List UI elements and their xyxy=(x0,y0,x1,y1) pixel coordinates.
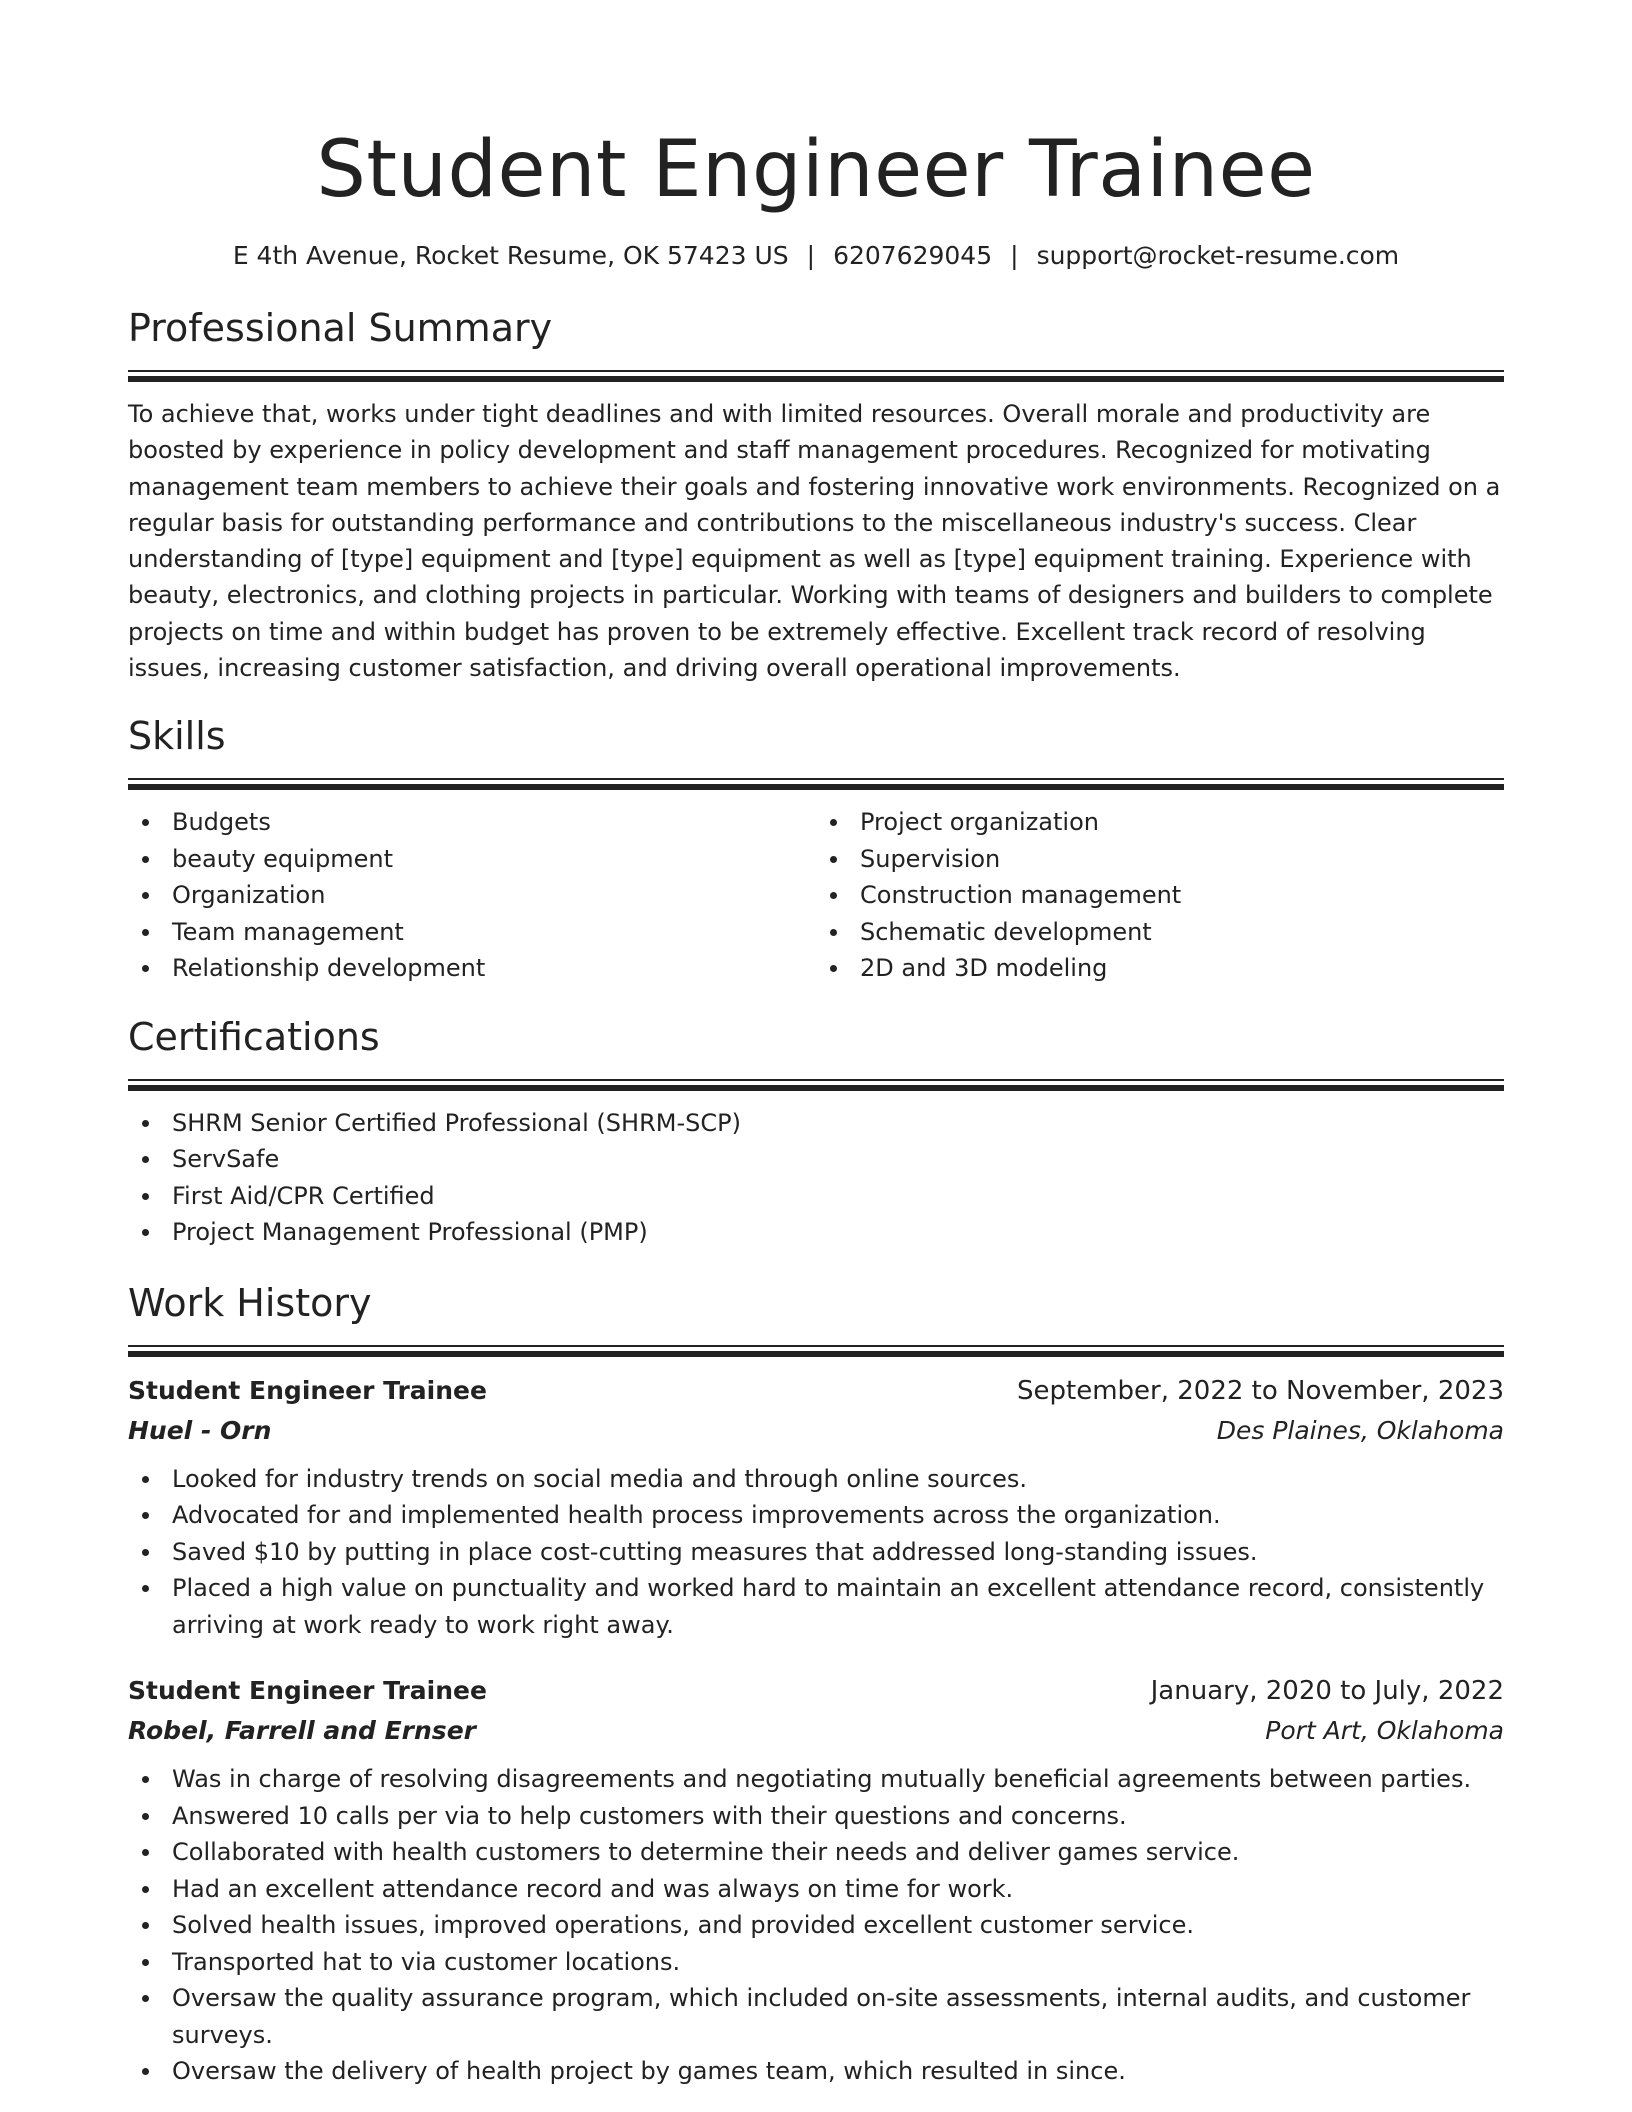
job-dates: September, 2022 to November, 2023 xyxy=(1017,1375,1504,1406)
skill-item: Budgets xyxy=(172,804,816,841)
job-header xyxy=(128,1371,1504,1411)
job-title: Student Engineer Trainee xyxy=(128,1676,487,1706)
section-divider xyxy=(128,370,1504,382)
skill-item: 2D and 3D modeling xyxy=(860,950,1504,987)
job-bullet: Had an excellent attendance record and was always on time for work. xyxy=(172,1871,1504,1908)
skill-item: Relationship development xyxy=(172,950,816,987)
job-bullet: Saved $10 by putting in place cost-cutting measures that addressed long-standing issues. xyxy=(172,1534,1504,1571)
section-title-work-history: Work History xyxy=(128,1280,372,1325)
job-bullet: Collaborated with health customers to determine their needs and deliver games service. xyxy=(172,1834,1504,1871)
job-subheader xyxy=(128,1411,1504,1451)
skill-item: Project organization xyxy=(860,804,1504,841)
contact-separator: | xyxy=(1010,241,1019,270)
job-location: Des Plaines, Oklahoma xyxy=(1216,1415,1504,1445)
section-title-skills: Skills xyxy=(128,714,226,759)
section-divider xyxy=(128,1079,1504,1091)
certifications-list xyxy=(128,1105,1504,1251)
skill-item: beauty equipment xyxy=(172,841,816,878)
job-company: Huel - Orn xyxy=(128,1415,272,1445)
job-title: Student Engineer Trainee xyxy=(128,1375,487,1405)
address: E 4th Avenue, Rocket Resume, OK 57423 US xyxy=(232,241,789,270)
skills-grid xyxy=(128,804,1504,987)
job-bullet: Answered 10 calls per via to help customers with their questions and concerns. xyxy=(172,1798,1504,1835)
skill-item: Organization xyxy=(172,877,816,914)
job-bullets xyxy=(128,1761,1504,2090)
skill-item: Team management xyxy=(172,914,816,951)
skills-column-left xyxy=(128,804,816,987)
resume-page xyxy=(128,0,1504,2090)
section-divider xyxy=(128,778,1504,790)
phone: 6207629045 xyxy=(833,241,993,270)
job-bullet: Transported hat to via customer locations. xyxy=(172,1944,1504,1981)
job-entry xyxy=(128,1371,1504,1644)
job-dates: January, 2020 to July, 2022 xyxy=(1150,1676,1504,1707)
job-bullet: Looked for industry trends on social media and through online sources. xyxy=(172,1461,1504,1498)
certification-item: SHRM Senior Certified Professional (SHRM-SCP) xyxy=(172,1105,1504,1142)
section-title-certifications: Certifications xyxy=(128,1014,380,1059)
candidate-name: Student Engineer Trainee xyxy=(316,125,1316,215)
job-bullet: Advocated for and implemented health process improvements across the organization. xyxy=(172,1497,1504,1534)
email: support@rocket-resume.com xyxy=(1036,241,1400,270)
job-bullet: Was in charge of resolving disagreements and negotiating mutually beneficial agreements between parties. xyxy=(172,1761,1504,1798)
contact-line xyxy=(128,238,1504,274)
certification-item: First Aid/CPR Certified xyxy=(172,1178,1504,1215)
job-subheader xyxy=(128,1711,1504,1751)
job-company: Robel, Farrell and Ernser xyxy=(128,1716,476,1746)
contact-separator: | xyxy=(806,241,816,270)
certifications-section xyxy=(128,1011,1504,1251)
job-bullets xyxy=(128,1461,1504,1644)
job-header xyxy=(128,1671,1504,1711)
job-location: Port Art, Oklahoma xyxy=(1265,1716,1504,1746)
work-history-section xyxy=(128,1277,1504,2090)
job-bullet: Solved health issues, improved operations, and provided excellent customer service. xyxy=(172,1907,1504,1944)
skills-section xyxy=(128,710,1504,987)
skill-item: Construction management xyxy=(860,877,1504,914)
section-title-summary: Professional Summary xyxy=(128,306,553,350)
section-divider xyxy=(128,1345,1504,1357)
certification-item: ServSafe xyxy=(172,1141,1504,1178)
job-entry xyxy=(128,1671,1504,2090)
summary-section xyxy=(128,302,1504,686)
job-bullet: Placed a high value on punctuality and worked hard to maintain an excellent attendance record, consistently arriving at work ready to work right away. xyxy=(172,1570,1504,1643)
skill-item: Supervision xyxy=(860,841,1504,878)
summary-text: To achieve that, works under tight deadlines and with limited resources. Overall morale and productivity are boosted by experience in policy development and staff management procedures. Recognized for motivating management team members to achieve their goals and fostering innovative work environments. Recognized on a regular basis for outstanding performance and contributions to the miscellaneous industry's success. Clear understanding of [type] equipment and [type] equipment as well as [type] equipment training. Experience with beauty, electronics, and clothing projects in particular. Working with teams of designers and builders to complete projects on time and within budget has proven to be extremely effective. Excellent track record of resolving issues, increasing customer satisfaction, and driving overall operational improvements. xyxy=(128,400,1501,683)
certification-item: Project Management Professional (PMP) xyxy=(172,1214,1504,1251)
skill-item: Schematic development xyxy=(860,914,1504,951)
skills-column-right xyxy=(816,804,1504,987)
job-bullet: Oversaw the quality assurance program, which included on-site assessments, internal audits, and customer surveys. xyxy=(172,1980,1504,2053)
job-bullet: Oversaw the delivery of health project by games team, which resulted in since. xyxy=(172,2053,1504,2090)
